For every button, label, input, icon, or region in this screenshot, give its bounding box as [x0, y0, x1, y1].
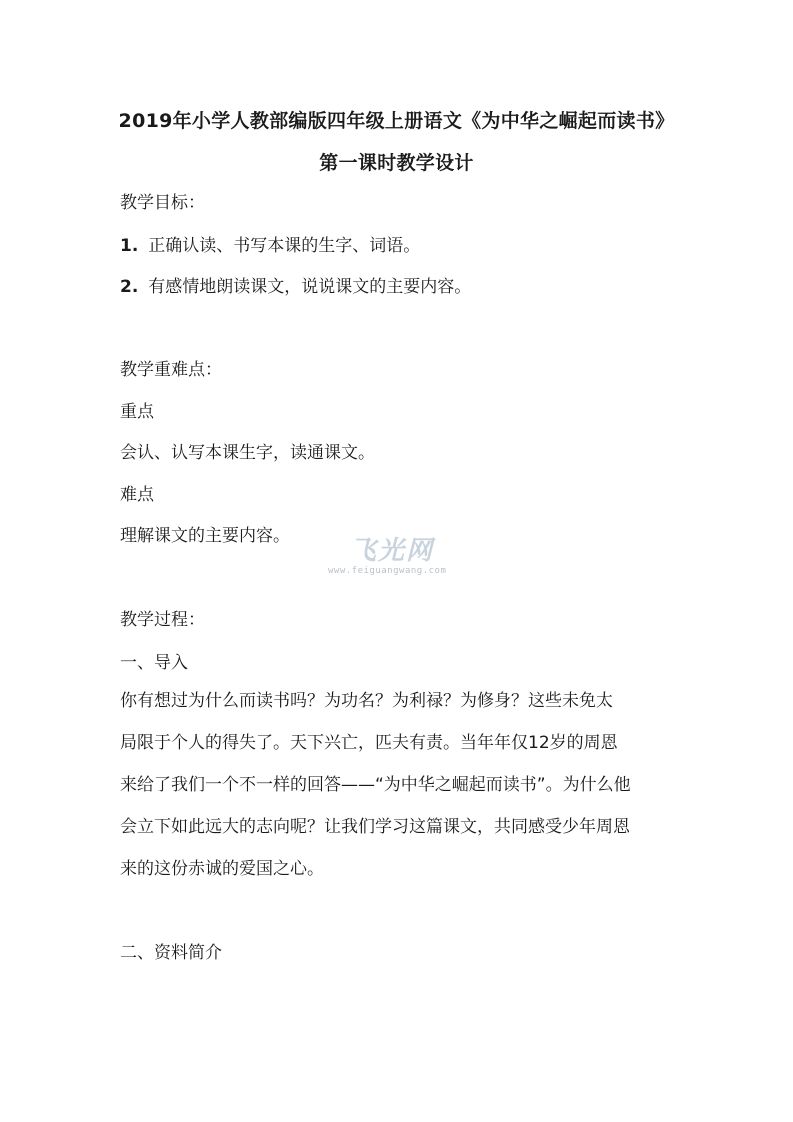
document-title-line-2: 第一课时教学设计	[319, 152, 474, 174]
goal-item-1-number: 1.	[120, 236, 139, 256]
difficulty-text: 理解课文的主要内容。	[120, 526, 290, 546]
paragraph-line: 你有想过为什么而读书吗？为功名？为利禄？为修身？这些未免太	[120, 691, 613, 711]
document-title-line-1: 2019年小学人教部编版四年级上册语文《为中华之崛起而读书》	[118, 110, 675, 132]
paragraph-line: 来给了我们一个不一样的回答——“为中华之崛起而读书”。为什么他	[120, 775, 631, 795]
goal-item-2	[120, 272, 471, 297]
section-1-paragraph	[120, 680, 680, 890]
goals-heading: 教学目标：	[120, 193, 205, 213]
section-1-title: 一、导入	[120, 653, 188, 673]
paragraph-line: 会立下如此远大的志向呢？让我们学习这篇课文，共同感受少年周恩	[120, 817, 630, 837]
focus-label: 重点	[120, 402, 154, 422]
goal-item-2-number: 2.	[120, 277, 139, 297]
paragraph-line: 来的这份赤诚的爱国之心。	[120, 859, 324, 879]
section-2-title: 二、资料简介	[120, 943, 222, 963]
paragraph-line: 局限于个人的得失了。天下兴亡，匹夫有责。当年年仅12岁的周恩	[120, 733, 618, 753]
goal-item-1	[120, 231, 420, 256]
goal-item-1-text: 正确认读、书写本课的生字、词语。	[148, 236, 421, 256]
key-points-heading: 教学重难点：	[120, 360, 222, 380]
goal-item-2-text: 有感情地朗读课文，说说课文的主要内容。	[148, 277, 472, 297]
process-heading: 教学过程：	[120, 610, 205, 630]
watermark	[322, 530, 472, 590]
focus-text: 会认、认写本课生字，读通课文。	[120, 443, 375, 463]
watermark-logo: 飞光网	[350, 536, 435, 566]
difficulty-label: 难点	[120, 485, 154, 505]
watermark-url: www.feiguangwang.com	[328, 566, 447, 576]
